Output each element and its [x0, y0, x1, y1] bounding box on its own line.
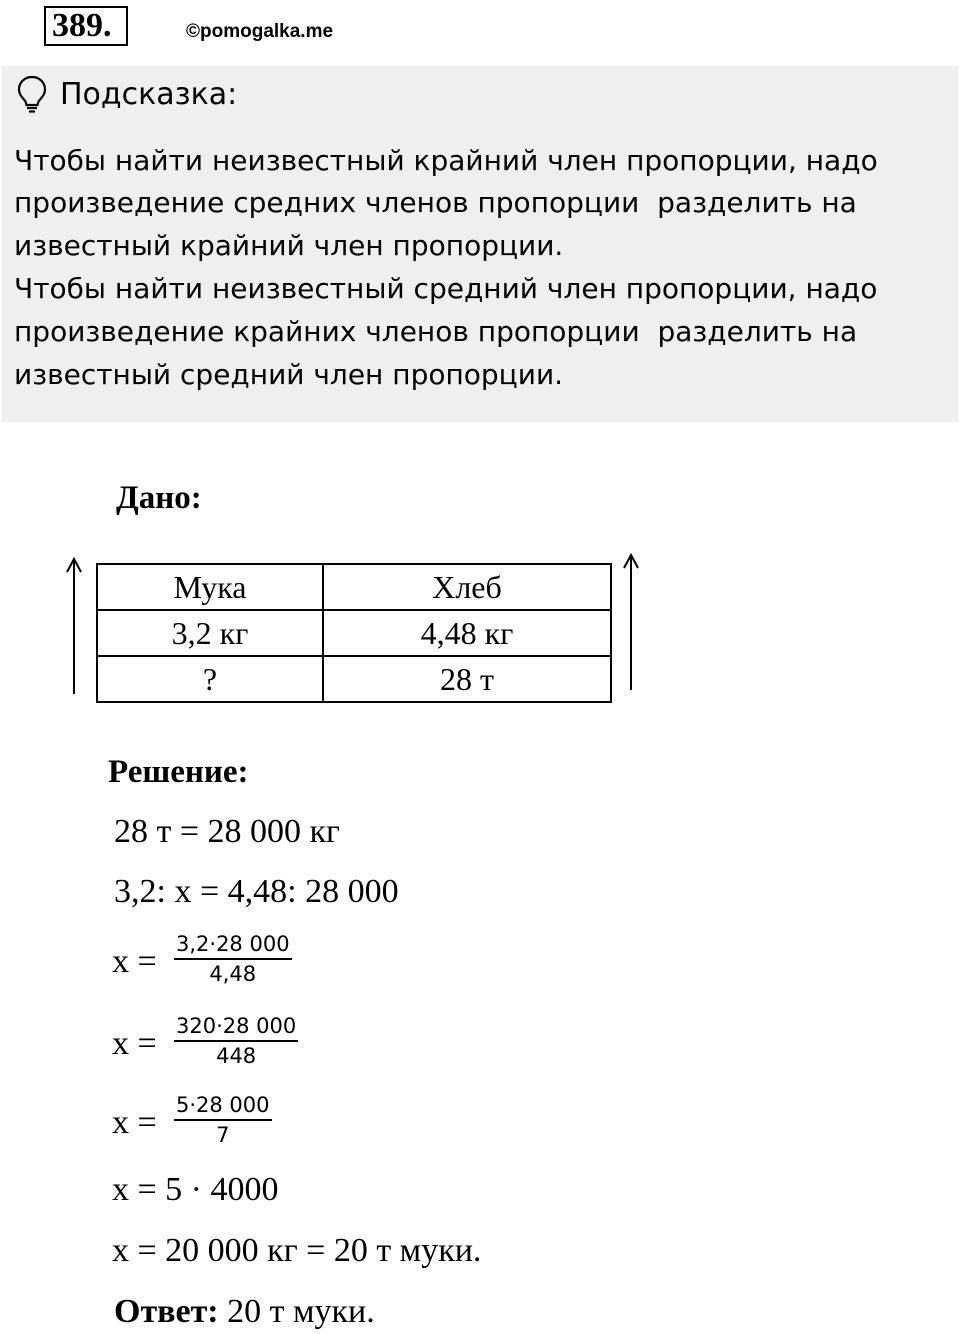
fraction-lhs: x =	[112, 1025, 157, 1062]
hint-line: Чтобы найти неизвестный средний член пропорции, надо	[14, 272, 878, 305]
table-cell: 4,48 кг	[323, 610, 611, 656]
hint-line: известный крайний член пропорции.	[14, 229, 564, 262]
table-row	[97, 610, 611, 656]
answer-text: 20 т муки.	[218, 1293, 375, 1330]
solution-heading: Решение:	[108, 754, 249, 790]
site-watermark: ©pomogalka.me	[186, 21, 334, 42]
hint-line: произведение крайних членов пропорции разделить на	[14, 315, 858, 348]
fraction-denominator: 4,48	[209, 962, 257, 986]
table-cell: 3,2 кг	[97, 610, 323, 656]
answer	[114, 1290, 375, 1334]
task-number: 389.	[52, 7, 112, 44]
fraction-numerator: 320·28 000	[174, 1012, 298, 1042]
fraction	[174, 1091, 272, 1149]
fraction-numerator: 5·28 000	[174, 1091, 272, 1121]
table-cell: 28 т	[323, 656, 611, 702]
arrow-up-right-icon	[621, 552, 641, 692]
fraction	[174, 930, 292, 988]
solution-line: 28 т = 28 000 кг	[114, 813, 340, 850]
solution-line: x = 5 · 4000	[112, 1171, 279, 1208]
hint-title: Подсказка:	[60, 77, 238, 112]
table-cell: ?	[97, 656, 323, 702]
fraction	[174, 1012, 298, 1070]
table-header-row	[97, 564, 611, 610]
hint-line: известный средний член пропорции.	[14, 358, 564, 391]
fraction-lhs: x =	[112, 1104, 157, 1141]
given-heading: Дано:	[116, 480, 202, 516]
fraction-denominator: 7	[216, 1123, 230, 1147]
hint-line: Чтобы найти неизвестный крайний член пропорции, надо	[14, 144, 878, 177]
table-header-cell: Мука	[97, 564, 323, 610]
hint-line: произведение средних членов пропорции разделить на	[14, 186, 857, 219]
fraction-lhs: x =	[112, 943, 157, 980]
lightbulb-icon	[16, 74, 48, 114]
arrow-up-left-icon	[64, 556, 84, 696]
fraction-denominator: 448	[216, 1044, 257, 1068]
given-table	[96, 563, 612, 703]
table-row	[97, 656, 611, 702]
solution-line: 3,2: x = 4,48: 28 000	[114, 873, 399, 910]
answer-label: Ответ:	[114, 1293, 219, 1330]
fraction-numerator: 3,2·28 000	[174, 930, 292, 960]
table-header-cell: Хлеб	[323, 564, 611, 610]
solution-line: x = 20 000 кг = 20 т муки.	[112, 1232, 482, 1269]
